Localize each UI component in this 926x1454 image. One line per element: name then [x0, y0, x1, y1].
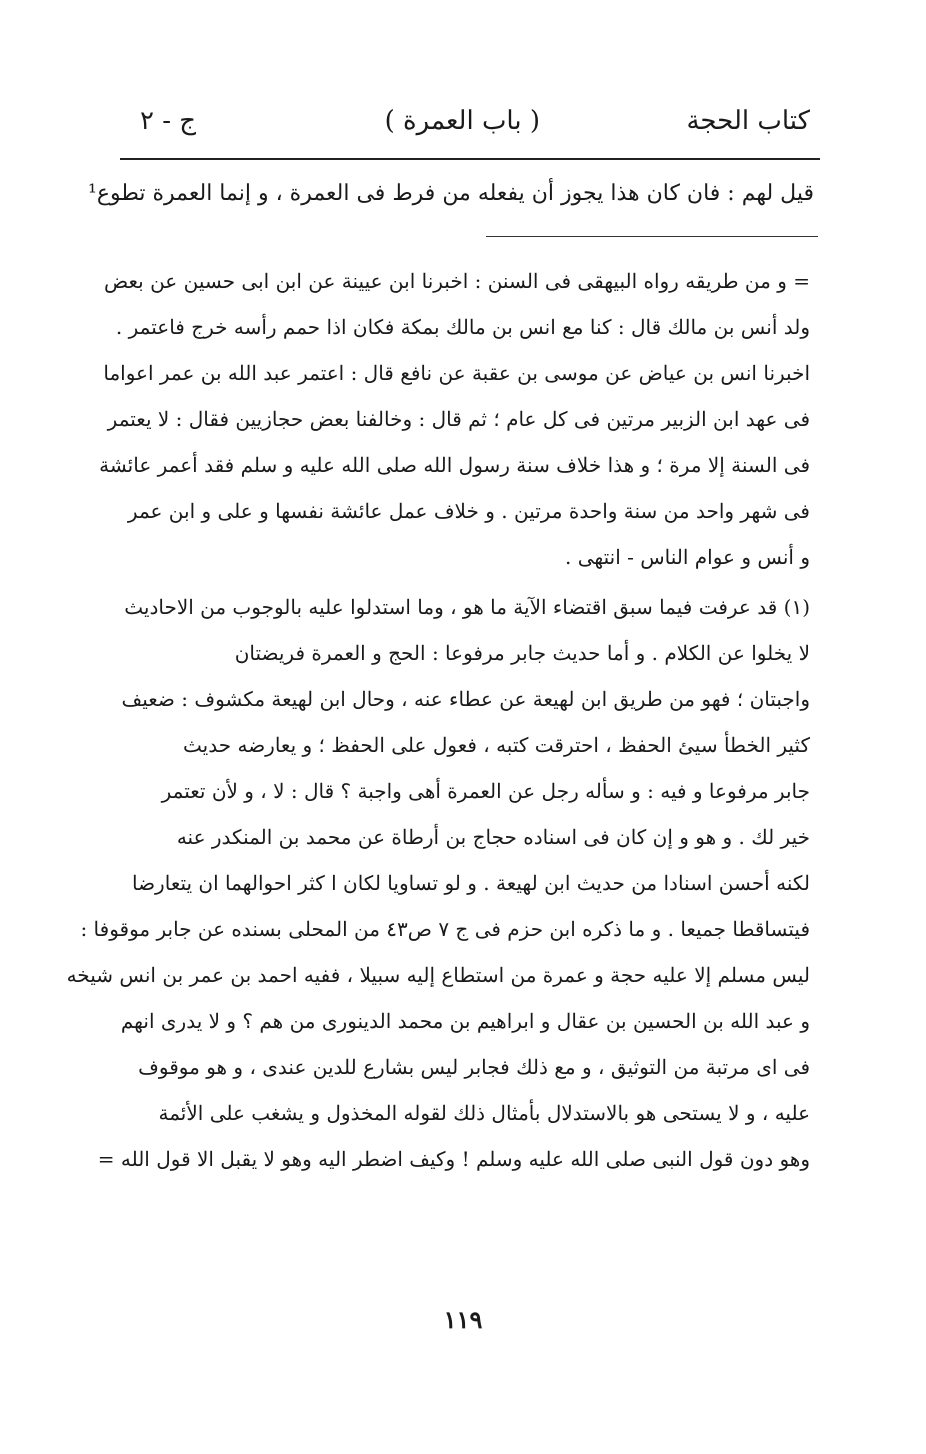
footnote-line: فى شهر واحد من سنة واحدة مرتين . و خلاف عمل عائشة نفسها و على و ابن عمر	[127, 499, 810, 523]
footnote-line: ليس مسلم إلا عليه حجة و عمرة من استطاع إليه سبيلا ، ففيه احمد بن عمر بن انس شيخه	[66, 963, 810, 987]
footnote-line: فيتساقطا جميعا . و ما ذكره ابن حزم فى ج ٧ ص٤٣ من المحلى بسنده عن جابر موقوفا :	[80, 917, 810, 941]
footnote-line: عليه ، و لا يستحى هو بالاستدلال بأمثال ذلك لقوله المخذول و يشغب على الأئمة	[158, 1101, 810, 1125]
footnote-line: خير لك . و هو و إن كان فى اسناده حجاج بن أرطاة عن محمد بن المنكدر عنه	[176, 825, 810, 849]
footnote-line: فى السنة إلا مرة ؛ و هذا خلاف سنة رسول الله صلى الله عليه و سلم فقد أعمر عائشة	[99, 453, 810, 477]
running-header	[120, 100, 820, 156]
footnote-line: جابر مرفوعا و فيه : و سأله رجل عن العمرة أهى واجبة ؟ قال : لا ، و لأن تعتمر	[161, 779, 810, 803]
header-rule	[120, 158, 820, 160]
footnote-line: لا يخلوا عن الكلام . و أما حديث جابر مرفوعا : الحج و العمرة فريضتان	[234, 641, 810, 665]
footnote-line: لكنه أحسن اسنادا من حديث ابن لهيعة . و لو تساويا لكان ا كثر احوالهما ان يتعارضا	[131, 871, 810, 895]
page-number: ١١٩	[443, 1305, 483, 1334]
footnote-line: = و من طريقه رواه البيهقى فى السنن : اخبرنا ابن عيينة عن ابن ابى حسين عن بعض	[104, 269, 810, 293]
footnote-line: اخبرنا انس بن عياض عن موسى بن عقبة عن نافع قال : اعتمر عبد الله بن عمر اعواما	[103, 361, 810, 385]
footnotes	[66, 258, 810, 1182]
footnote-line: فى عهد ابن الزبير مرتين فى كل عام ؛ ثم قال : وخالفنا بعض حجازيين فقال : لا يعتمر	[107, 407, 810, 431]
main-text: قيل لهم : فان كان هذا يجوز أن يفعله من فرط فى العمرة ، و إنما العمرة تطوع¹	[88, 181, 814, 206]
footnote-line: وهو دون قول النبى صلى الله عليه وسلم ! وكيف اضطر اليه وهو لا يقبل الا قول الله =	[97, 1147, 810, 1171]
book-title: كتاب الحجة	[686, 106, 810, 136]
footnote-line: و أنس و عوام الناس - انتهى .	[565, 545, 810, 569]
footnote-line: ولد أنس بن مالك قال : كنا مع انس بن مالك بمكة فكان اذا حمم رأسه خرج فاعتمر .	[115, 315, 810, 339]
footnote-separator	[486, 236, 818, 237]
footnote-line: و عبد الله بن الحسين بن عقال و ابراهيم بن محمد الدينورى من هم ؟ و لا يدرى انهم	[120, 1009, 810, 1033]
chapter-title: ( باب العمرة )	[384, 106, 540, 136]
footnote-line: (١) قد عرفت فيما سبق اقتضاء الآية ما هو ، وما استدلوا عليه بالوجوب من الاحاديث	[124, 595, 810, 619]
footnote-line: واجبتان ؛ فهو من طريق ابن لهيعة عن عطاء عنه ، وحال ابن لهيعة مكشوف : ضعيف	[121, 687, 810, 711]
footnote-line: كثير الخطأ سيئ الحفظ ، احترقت كتبه ، فعول على الحفظ ؛ و يعارضه حديث	[183, 733, 810, 757]
footnote-line: فى اى مرتبة من التوثيق ، و مع ذلك فجابر ليس بشارع للدين عندى ، و هو موقوف	[138, 1055, 810, 1079]
footnote-continued	[99, 258, 810, 580]
footnote-1	[66, 584, 810, 1182]
volume-number: ج - ٢	[140, 106, 197, 136]
